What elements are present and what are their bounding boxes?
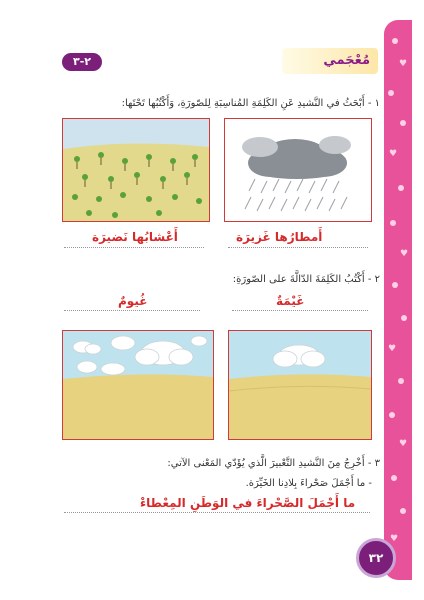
answer-rain-text: أَمطارُها غَزيرَة	[236, 230, 323, 244]
question-3-prompt: - ما أَجْمَلَ صَحْراءَ بِلادِنا الخَيِّرَة.	[245, 478, 372, 489]
grass-field-image	[62, 118, 210, 222]
question-2-instruction: ٢ - أَكْتُبُ الكَلِمَةَ الدّالَّةَ على الصّورَةِ:	[232, 274, 380, 285]
answer-line	[64, 247, 204, 248]
lesson-badge: ٢-٣	[62, 53, 102, 71]
answer-cloud-text: غَيْمَةٌ	[276, 294, 305, 308]
question-1-instruction: ١ - أَبْحَثُ في النَّشيدِ عَنِ الكَلِمَةِ المُناسِبَةِ لِلصّورَةِ، وَأَكْتُبُها تَحْتَها:	[121, 98, 380, 109]
question-3-instruction: ٣ - أَخْرِجُ مِنَ النَّشيدِ التَّعْبيرَ الَّذي يُؤَدّي المَعْنى الآتي:	[167, 458, 380, 469]
page-title: مُعْجَمي	[323, 53, 370, 68]
answer-clouds-text: غُيومٌ	[118, 294, 148, 308]
single-cloud-image	[228, 330, 372, 440]
answer-line	[64, 512, 370, 513]
rain-clouds-image	[224, 118, 372, 222]
answer-line	[232, 310, 368, 311]
answer-line	[228, 247, 368, 248]
many-clouds-image	[62, 330, 214, 440]
page-number: ٣٢	[356, 538, 396, 578]
decorative-side-strip: ♥ ♥ ♥ ♥ ♥ ♥	[384, 20, 412, 580]
answer-line	[64, 310, 200, 311]
answer-expression-text: ما أَجْمَلَ الصَّحْراءَ في الوَطَنِ المِعْطاءْ	[140, 496, 356, 510]
answer-grass-text: أَعْشابُها نَضيرَة	[92, 230, 178, 244]
